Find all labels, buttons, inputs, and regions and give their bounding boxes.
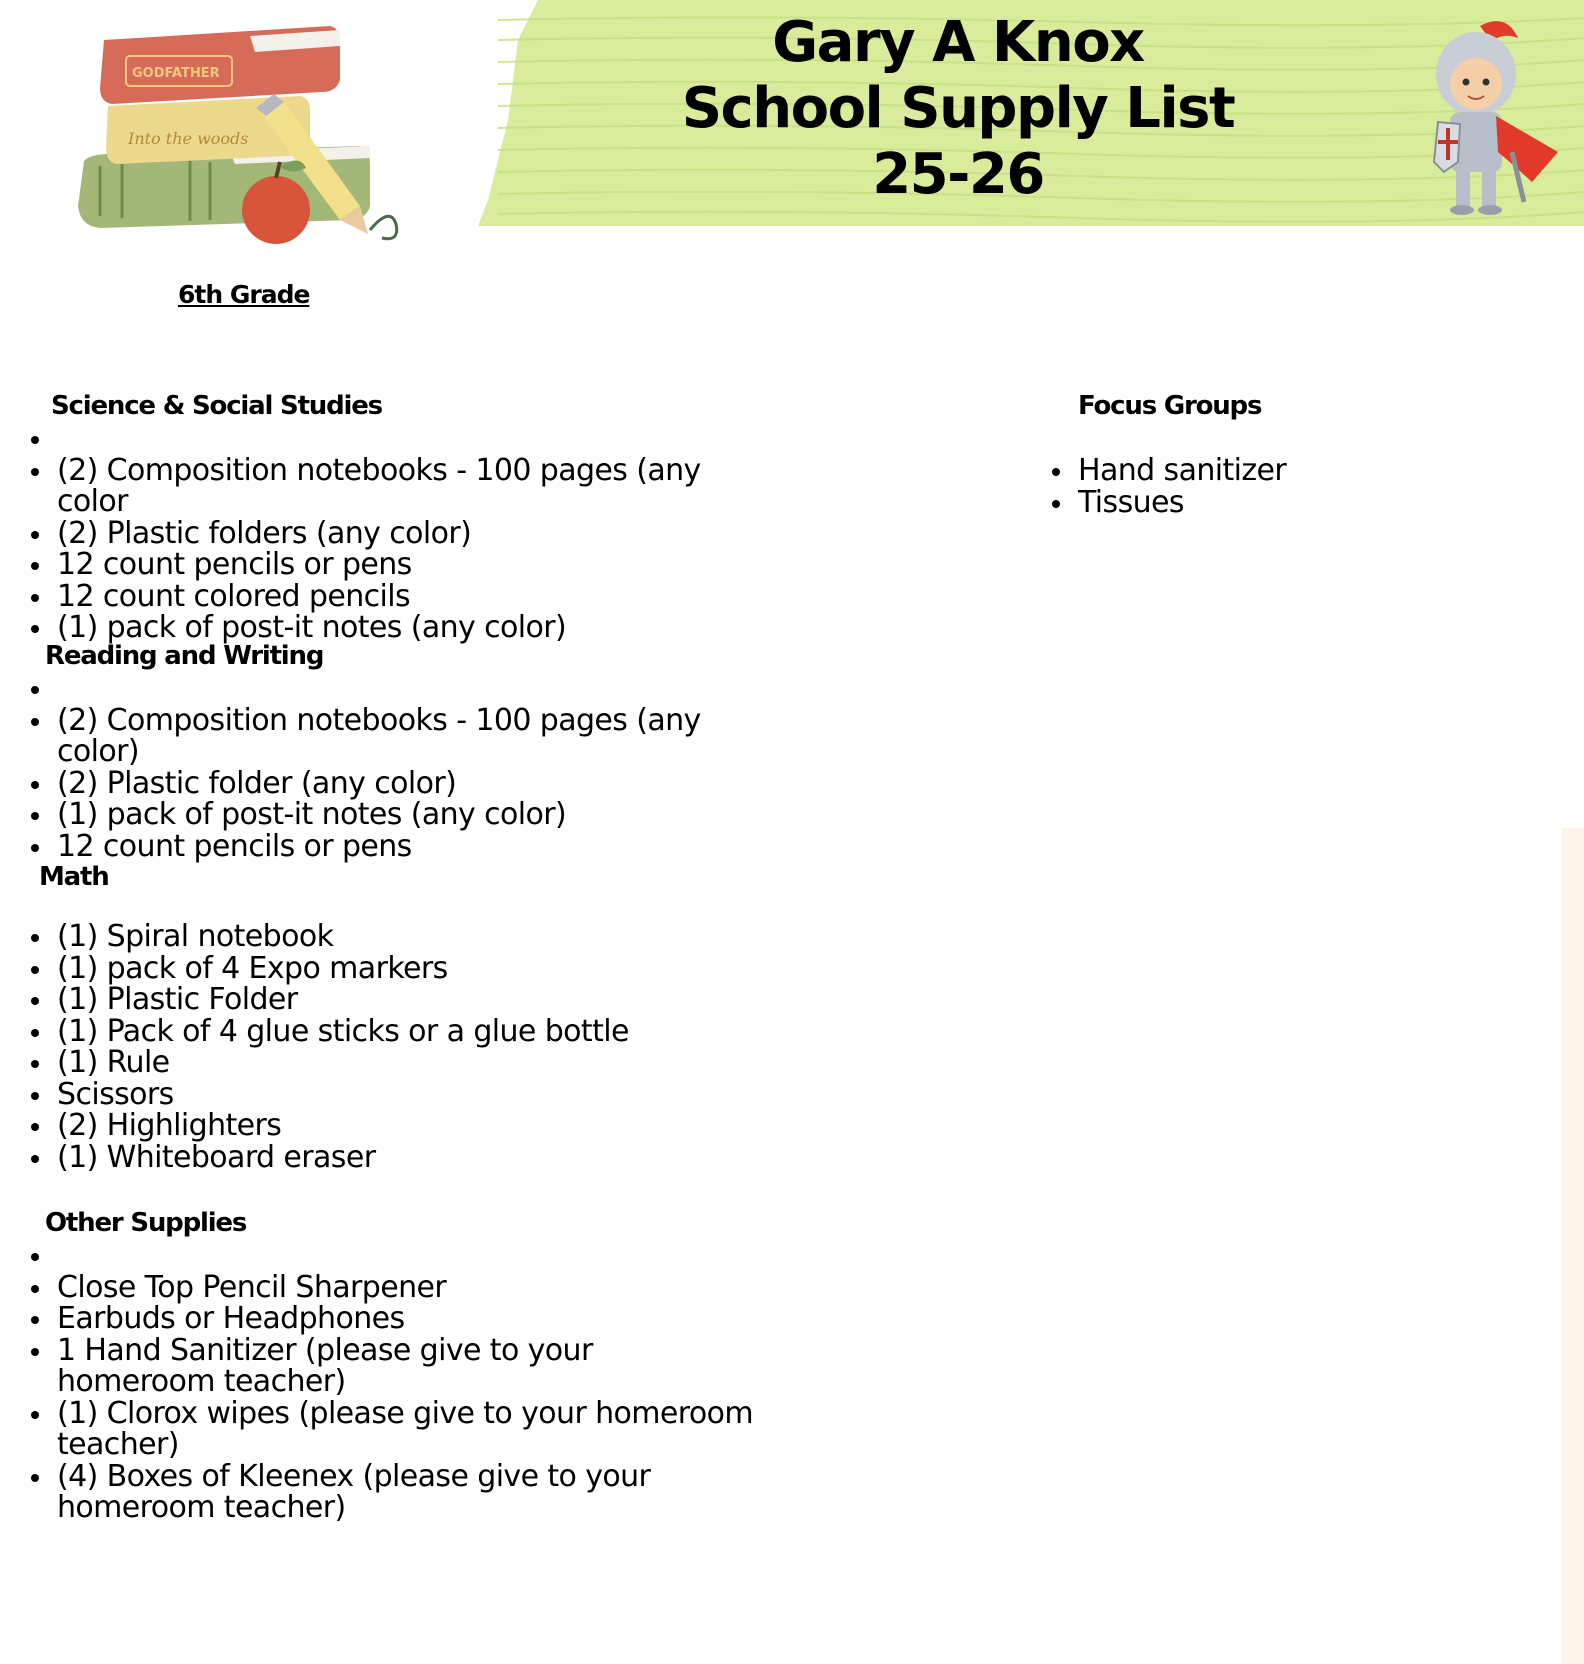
list-item: 12 count pencils or pens: [57, 831, 777, 863]
page-title: [618, 10, 1298, 208]
list-item: (2) Plastic folder (any color): [57, 768, 777, 800]
focus-list: [1078, 455, 1518, 518]
science-list: [57, 423, 777, 644]
header-banner: [478, 0, 1584, 226]
list-item: Earbuds or Headphones: [57, 1303, 757, 1335]
grade-heading: 6th Grade: [178, 280, 310, 309]
list-item: (4) Boxes of Kleenex (please give to your homeroom teacher): [57, 1461, 757, 1524]
list-item: (1) Plastic Folder: [57, 984, 777, 1016]
reading-heading: Reading and Writing: [45, 641, 324, 671]
list-item: [57, 423, 777, 455]
book-title-woods: Into the woods: [128, 129, 249, 148]
page-edge-strip: [1562, 828, 1584, 1664]
list-item: (1) Pack of 4 glue sticks or a glue bottle: [57, 1016, 777, 1048]
math-list: [57, 921, 777, 1173]
other-heading: Other Supplies: [45, 1208, 247, 1238]
list-item: 1 Hand Sanitizer (please give to your homeroom teacher): [57, 1335, 757, 1398]
list-item: (1) pack of post-it notes (any color): [57, 612, 777, 644]
list-item: (1) Whiteboard eraser: [57, 1142, 777, 1174]
title-year: 25-26: [872, 142, 1044, 207]
list-item: (1) pack of 4 Expo markers: [57, 953, 777, 985]
list-item: (2) Highlighters: [57, 1110, 777, 1142]
list-item: Hand sanitizer: [1078, 455, 1518, 487]
focus-heading: Focus Groups: [1078, 391, 1262, 421]
list-item: Tissues: [1078, 487, 1518, 519]
list-item: Scissors: [57, 1079, 777, 1111]
reading-list: [57, 673, 777, 862]
title-list-name: School Supply List: [681, 76, 1235, 141]
list-item: Close Top Pencil Sharpener: [57, 1272, 757, 1304]
list-item: (1) pack of post-it notes (any color): [57, 799, 777, 831]
list-item: (1) Spiral notebook: [57, 921, 777, 953]
list-item: [57, 673, 777, 705]
list-item: (2) Composition notebooks - 100 pages (any color: [57, 455, 777, 518]
stack-of-books-icon: [70, 6, 430, 256]
list-item: 12 count colored pencils: [57, 581, 777, 613]
book-title-godfather: GODFATHER: [132, 66, 220, 81]
other-list: [57, 1240, 757, 1524]
science-heading: Science & Social Studies: [51, 391, 382, 421]
title-school-name: Gary A Knox: [772, 10, 1144, 75]
math-heading: Math: [39, 862, 109, 892]
list-item: (2) Plastic folders (any color): [57, 518, 777, 550]
list-item: (2) Composition notebooks - 100 pages (any color): [57, 705, 777, 768]
list-item: [57, 1240, 757, 1272]
list-item: (1) Clorox wipes (please give to your homeroom teacher): [57, 1398, 757, 1461]
list-item: (1) Rule: [57, 1047, 777, 1079]
list-item: 12 count pencils or pens: [57, 549, 777, 581]
knight-mascot-icon: [1420, 12, 1560, 217]
